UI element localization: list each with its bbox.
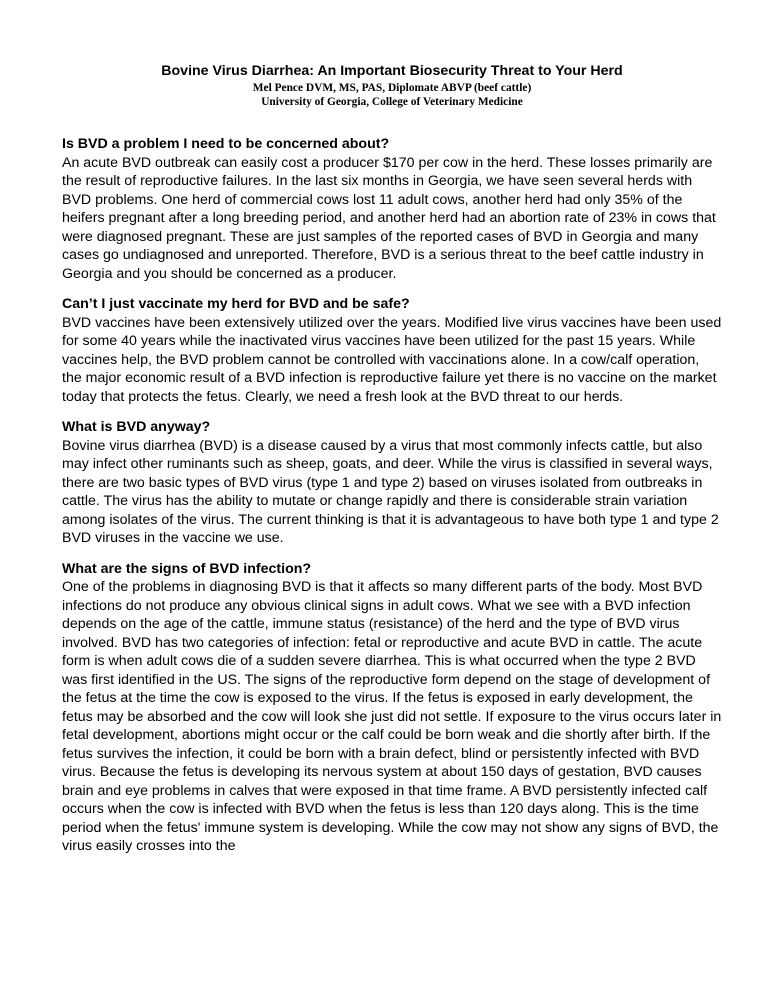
section-question: What is BVD anyway?	[62, 419, 211, 435]
section-question: What are the signs of BVD infection?	[62, 560, 312, 577]
section-what-is-bvd	[62, 418, 722, 548]
section-body: One of the problems in diagnosing BVD is that it affects so many different parts of the body. Most BVD infections do not produce any obvious clinical signs in adult cows. What we see with a BVD infection depends on the age of the cattle, immune status (resistance) of the herd and the type of BVD virus involved. BVD has two categories of infection: fetal or reproductive and acute BVD in cattle. The acute form is when adult cows die of a sudden severe diarrhea. This is what occurred when the type 2 BVD was first identified in the US. The signs of the reproductive form depend on the stage of development of the fetus at the time the cow is exposed to the virus. If the fetus is exposed in early development, the fetus may be absorbed and the cow will look she just did not settle. If exposure to the virus occurs later in fetal development, abortions might occur or the calf could be born weak and die shortly after birth. If the fetus survives the infection, it could be born with a brain defect, blind or persistently infected with BVD virus. Because the fetus is developing its nervous system at about 150 days of gestation, BVD causes brain and eye problems in calves that were exposed in that time frame. A BVD persistently infected calf occurs when the cow is infected with BVD when the fetus is less than 120 days along. This is the time period when the fetus' immune system is developing. While the cow may not show any signs of BVD, the virus easily crosses into the	[62, 579, 722, 854]
section-vaccination	[62, 295, 722, 406]
section-question: Is BVD a problem I need to be concerned about?	[62, 136, 390, 152]
section-body: An acute BVD outbreak can easily cost a producer $170 per cow in the herd. These losses primarily are the result of reproductive failures. In the last six months in Georgia, we have seen several herds with BVD problems. One herd of commercial cows lost 11 adult cows, another herd had only 35% of the heifers pregnant after a long breeding period, and another herd had an abortion rate of 23% in cows that were diagnosed pregnant. These are just samples of the reported cases of BVD in Georgia and many cases go undiagnosed and unreported. Therefore, BVD is a serious threat to the beef cattle industry in Georgia and you should be concerned as a producer.	[62, 154, 716, 282]
document-header	[62, 62, 722, 109]
author-line: Mel Pence DVM, MS, PAS, Diplomate ABVP (beef cattle)	[252, 82, 532, 94]
document-title: Bovine Virus Diarrhea: An Important Biosecurity Threat to Your Herd	[161, 63, 623, 79]
section-signs-of-infection	[62, 560, 722, 856]
section-body: BVD vaccines have been extensively utilized over the years. Modified live virus vaccines have been used for some 40 years while the inactivated virus vaccines have been utilized for the past 15 years. While vaccines help, the BVD problem cannot be controlled with vaccinations alone. In a cow/calf operation, the major economic result of a BVD infection is reproductive failure yet there is no vaccine on the market today that protects the fetus. Clearly, we need a fresh look at the BVD threat to our herds.	[62, 314, 722, 405]
affiliation-line: University of Georgia, College of Veterinary Medicine	[261, 96, 523, 108]
section-bvd-concern	[62, 135, 722, 283]
section-body: Bovine virus diarrhea (BVD) is a disease caused by a virus that most commonly infects cattle, but also may infect other ruminants such as sheep, goats, and deer. While the virus is classified in several ways, there are two basic types of BVD virus (type 1 and type 2) based on viruses isolated from outbreaks in cattle. The virus has the ability to mutate or change rapidly and there is considerable strain variation among isolates of the virus. The current thinking is that it is advantageous to have both type 1 and type 2 BVD viruses in the vaccine we use.	[62, 437, 719, 546]
section-question: Can’t I just vaccinate my herd for BVD and be safe?	[62, 296, 410, 312]
document-page	[62, 62, 722, 868]
